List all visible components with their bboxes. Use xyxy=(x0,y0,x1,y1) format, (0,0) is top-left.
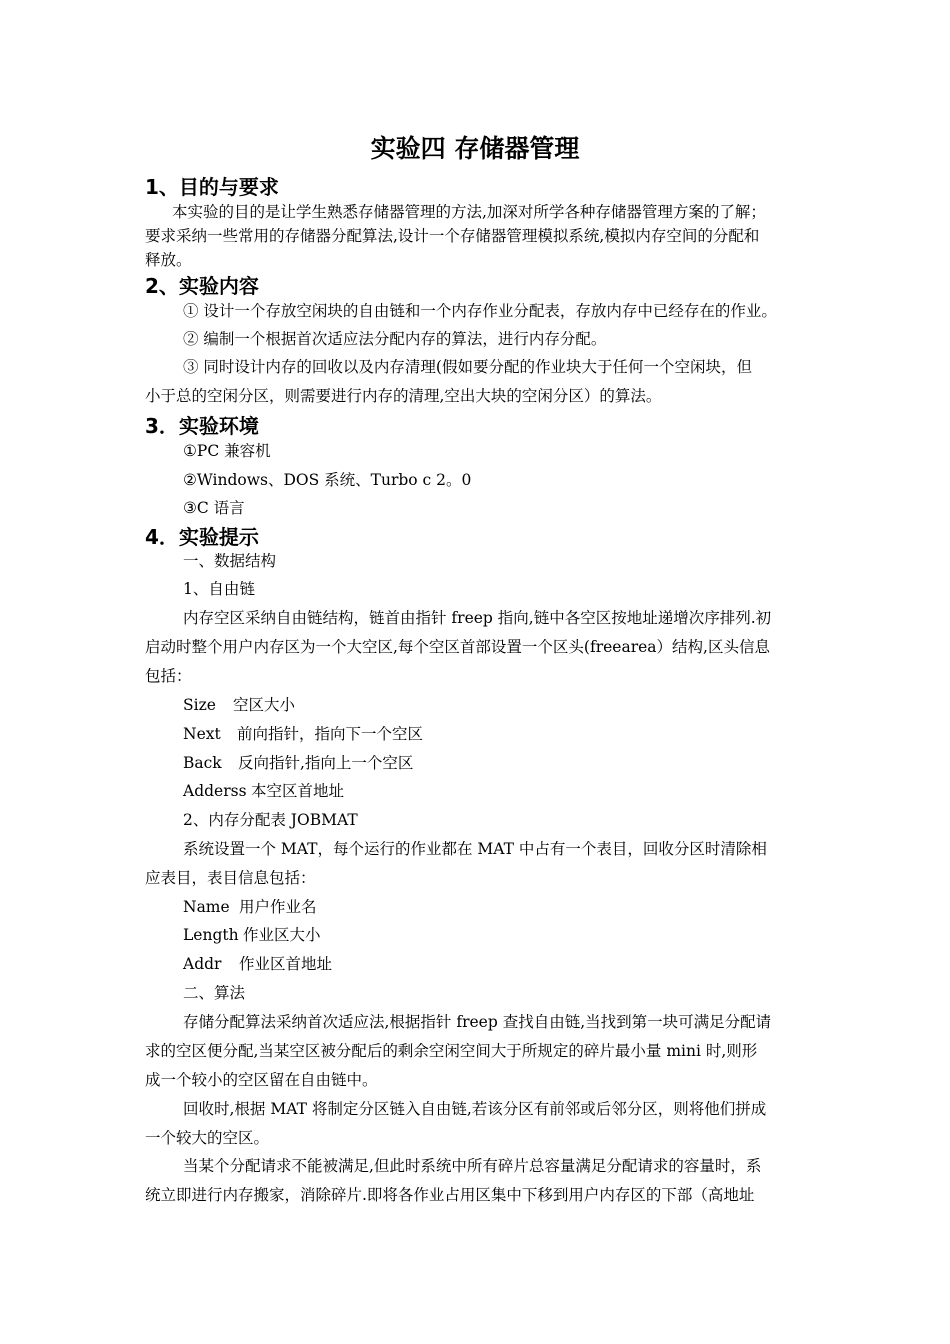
field-name: Next xyxy=(183,725,221,743)
field-name: Length xyxy=(183,926,239,944)
list-item: ③C 语言 xyxy=(183,499,245,517)
paragraph-line: 当某个分配请求不能被满足,但此时系统中所有碎片总容量满足分配请求的容量时，系 xyxy=(183,1157,762,1175)
field-name: Addr xyxy=(183,955,222,973)
paragraph-line: 要求采纳一些常用的存储器分配算法,设计一个存储器管理模拟系统,模拟内存空间的分配和 xyxy=(145,227,760,245)
paragraph-line: 本实验的目的是让学生熟悉存储器管理的方法,加深对所学各种存储器管理方案的了解； xyxy=(172,203,766,221)
paragraph-line: 回收时,根据 MAT 将制定分区链入自由链,若该分区有前邻或后邻分区，则将他们拼成 xyxy=(183,1100,767,1118)
subheading: 1、自由链 xyxy=(183,580,255,598)
field-desc: 前向指针，指向下一个空区 xyxy=(237,725,424,743)
paragraph-line: 成一个较小的空区留在自由链中。 xyxy=(145,1071,378,1089)
field-name: Size xyxy=(183,696,216,714)
field-desc: 反向指针,指向上一个空区 xyxy=(238,754,414,772)
subheading: 二、算法 xyxy=(183,984,246,1002)
paragraph-line: 应表目，表目信息包括： xyxy=(145,869,316,887)
list-item: ① 设计一个存放空闲块的自由链和一个内存作业分配表，存放内存中已经存在的作业。 xyxy=(183,302,777,320)
paragraph-line: 求的空区便分配,当某空区被分配后的剩余空闲空间大于所规定的碎片最小量 mini 时,则形 xyxy=(145,1042,758,1060)
paragraph-line: 内存空区采纳自由链结构，链首由指针 freep 指向,链中各空区按地址递增次序排列.初 xyxy=(183,609,772,627)
section-2-heading: 2、实验内容 xyxy=(145,274,259,298)
paragraph-line: 启动时整个用户内存区为一个大空区,每个空区首部设置一个区头(freearea）结构,区头信息 xyxy=(145,638,770,656)
subheading: 一、数据结构 xyxy=(183,552,277,570)
field-row xyxy=(183,723,423,745)
paragraph-line: 包括： xyxy=(145,667,192,685)
list-item: ②Windows、DOS 系统、Turbo c 2。0 xyxy=(183,471,472,489)
paragraph-line: 释放。 xyxy=(145,251,192,269)
list-item-continuation: 小于总的空闲分区，则需要进行内存的清理,空出大块的空闲分区）的算法。 xyxy=(145,387,662,405)
field-name: Name xyxy=(183,898,230,916)
paragraph-line: 存储分配算法采纳首次适应法,根据指针 freep 查找自由链,当找到第一块可满足分配请 xyxy=(183,1013,772,1031)
field-row xyxy=(183,780,344,802)
field-desc: 本空区首地址 xyxy=(251,782,345,800)
document-title: 实验四 存储器管理 xyxy=(370,134,580,163)
field-desc: 作业区大小 xyxy=(243,926,321,944)
section-3-heading: 3．实验环境 xyxy=(145,414,259,438)
list-item: ③ 同时设计内存的回收以及内存清理(假如要分配的作业块大于任何一个空闲块，但 xyxy=(183,358,752,376)
subheading: 2、内存分配表 JOBMAT xyxy=(183,811,358,829)
section-4-heading: 4．实验提示 xyxy=(145,525,259,549)
section-1-heading: 1、目的与要求 xyxy=(145,175,279,199)
paragraph-line: 系统设置一个 MAT，每个运行的作业都在 MAT 中占有一个表目，回收分区时清除相 xyxy=(183,840,767,858)
list-item: ①PC 兼容机 xyxy=(183,442,271,460)
field-row xyxy=(183,953,332,975)
field-row xyxy=(183,752,413,774)
field-row xyxy=(183,694,295,716)
field-desc: 作业区首地址 xyxy=(239,955,333,973)
list-item: ② 编制一个根据首次适应法分配内存的算法，进行内存分配。 xyxy=(183,330,607,348)
field-row xyxy=(183,924,321,946)
field-desc: 空区大小 xyxy=(233,696,296,714)
field-name: Back xyxy=(183,754,222,772)
paragraph-line: 统立即进行内存搬家，消除碎片.即将各作业占用区集中下移到用户内存区的下部（高地址 xyxy=(145,1186,755,1204)
field-desc: 用户作业名 xyxy=(239,898,317,916)
paragraph-line: 一个较大的空区。 xyxy=(145,1129,270,1147)
field-row xyxy=(183,896,317,918)
field-name: Adderss xyxy=(183,782,247,800)
